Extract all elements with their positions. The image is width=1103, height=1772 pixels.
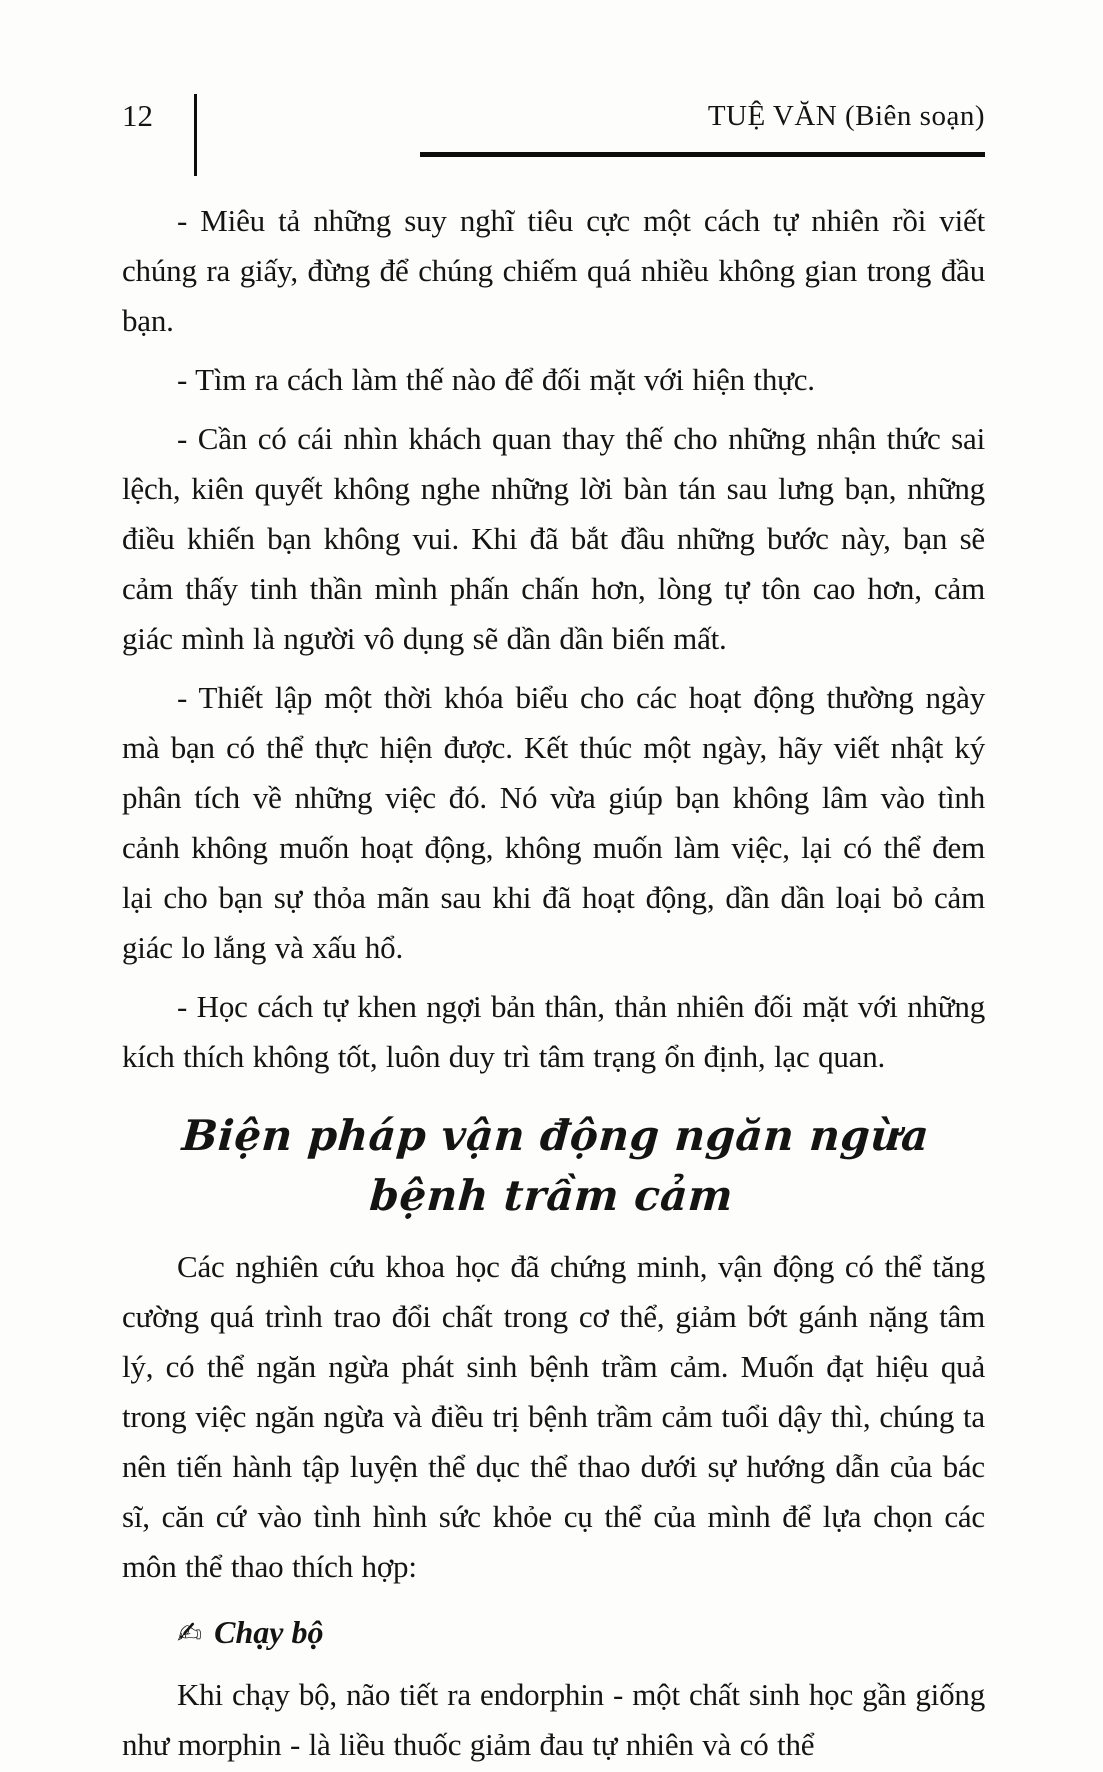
page-body <box>122 196 985 1772</box>
page-number: 12 <box>122 98 153 133</box>
writing-hand-icon: ✍ <box>177 1616 203 1651</box>
subheading-chay-bo <box>122 1606 985 1660</box>
bullet-paragraph: - Tìm ra cách làm thế nào để đối mặt với hiện thực. <box>177 362 815 397</box>
closing-paragraph: Khi chạy bộ, não tiết ra endorphin - một chất sinh học gần giống như morphin - là liều thuốc giảm đau tự nhiên và có thể <box>122 1677 985 1762</box>
intro-paragraph: Các nghiên cứu khoa học đã chứng minh, vận động có thể tăng cường quá trình trao đổi chất trong cơ thể, giảm bớt gánh nặng tâm lý, có thể ngăn ngừa phát sinh bệnh trầm cảm. Muốn đạt hiệu quả trong việc ngăn ngừa và điều trị bệnh trầm cảm tuổi dậy thì, chúng ta nên tiến hành tập luyện thể dục thể thao dưới sự hướng dẫn của bác sĩ, căn cứ vào tình hình sức khỏe cụ thể của mình để lựa chọn các môn thể thao thích hợp: <box>122 1249 985 1584</box>
bullet-paragraph: - Học cách tự khen ngợi bản thân, thản nhiên đối mặt với những kích thích không tốt, luôn duy trì tâm trạng ổn định, lạc quan. <box>122 989 985 1074</box>
bullet-paragraph: - Thiết lập một thời khóa biểu cho các hoạt động thường ngày mà bạn có thể thực hiện được. Kết thúc một ngày, hãy viết nhật ký phân tích về những việc đó. Nó vừa giúp bạn không lâm vào tình cảnh không muốn hoạt động, không muốn làm việc, lại có thể đem lại cho bạn sự thỏa mãn sau khi đã hoạt động, dần dần loại bỏ cảm giác lo lắng và xấu hổ. <box>122 680 985 965</box>
bullet-paragraph: - Miêu tả những suy nghĩ tiêu cực một cách tự nhiên rồi viết chúng ra giấy, đừng để chúng chiếm quá nhiều không gian trong đầu bạn. <box>122 203 985 338</box>
running-head-author: TUỆ VĂN (Biên soạn) <box>707 100 985 132</box>
header-divider <box>194 94 197 176</box>
bullet-paragraph: - Cần có cái nhìn khách quan thay thế cho những nhận thức sai lệch, kiên quyết không nghe những lời bàn tán sau lưng bạn, những điều khiến bạn không vui. Khi đã bắt đầu những bước này, bạn sẽ cảm thấy tinh thần mình phấn chấn hơn, lòng tự tôn cao hơn, cảm giác mình là người vô dụng sẽ dần dần biến mất. <box>122 421 985 656</box>
section-heading: Biện pháp vận động ngăn ngừa bệnh trầm cảm <box>180 1111 931 1220</box>
header-rule <box>420 152 985 157</box>
subheading-label: Chạy bộ <box>214 1614 324 1650</box>
